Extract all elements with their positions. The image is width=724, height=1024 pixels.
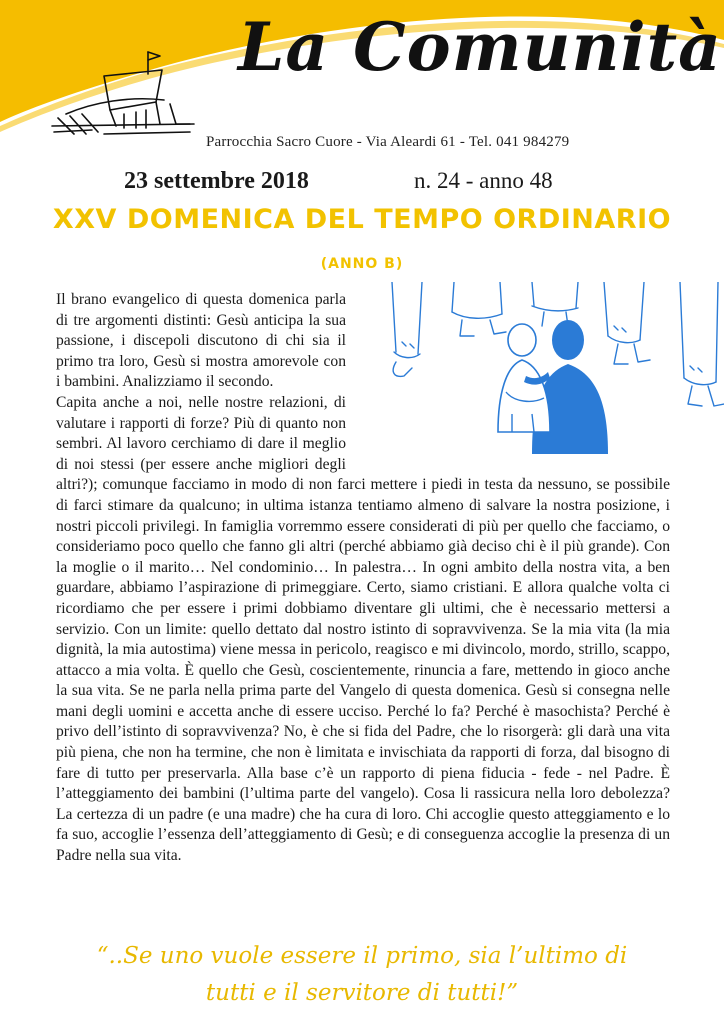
gospel-quote (40, 938, 684, 1012)
issue-date: 23 settembre 2018 (124, 168, 309, 194)
article-paragraph: Capita anche a noi, nelle nostre relazioni, di valutare i rapporti di forze? Più di quanto non sembri. Al lavoro cerchiamo di dare il meglio di noi stessi (per essere anche migliori degli altri?); comunque facciamo in modo di non farci mettere i piedi in testa da nessuno, se possibile di farci stimare da qualcuno; in ultima istanza tentiamo almeno di salvare la nostra posizione, i nostri piccoli privilegi. In famiglia vorremmo essere considerati di più per quello che facciamo, o consideriamo poco quello che fanno gli altri (perché abbiamo già deciso chi è il più grande). Con la moglie o il marito… Nel condominio… In palestra… In ogni ambito della nostra vita, a ben guardare, abbiamo l’aspirazione di primeggiare. Certo, siamo cristiani. E allora qualche volta ci ricordiamo che per essere i primi dobbiamo diventare gli ultimi, che è necessario mettersi a servizio. Con un limite: quello dettato dal nostro istinto di sopravvivenza. Se la mia vita (la mia dignità, la mia autostima) viene messa in pericolo, reagisco e mi divincolo, mordo, strillo, scappo, attacco a mia volta. È quello che Gesù, coscientemente, rinuncia a fare, mettendo in gioco anche la sua vita. Se ne parla nella prima parte del Vangelo di questa domenica. Gesù si consegna nelle mani degli uomini e accetta anche di essere ucciso. Perché lo fa? Perché è masochista? Perché è privo dell’istinto di sopravvivenza? No, è che si fida del Padre, che lo risorgerà: gli darà una vita più piena, che non ha termine, che non è limitata e invischiata da rapporti di forza, dal bisogno di fare di tutto per preservarla. Alla base c’è un rapporto di piena fiducia - fede - nel Padre. È l’atteggiamento dei bambini (l’ultima parte del vangelo). Cosa li rassicura nella loro debolezza? La certezza di un padre (e una madre) che ha cura di loro. Chi accoglie questo atteggiamento e lo fa suo, accoglie l’essenza dell’atteggiamento di Gesù; e di conseguenza accoglie la presenza di un Padre nella sua vita. (56, 393, 670, 865)
article-body (56, 290, 670, 867)
quote-line: “..Se uno vuole essere il primo, sia l’ultimo di (96, 943, 628, 969)
parish-address-line: Parrocchia Sacro Cuore - Via Aleardi 61 - Tel. 041 984279 (206, 134, 570, 150)
article-paragraph: Il brano evangelico di questa domenica parla di tre argomenti distinti: Gesù anticipa la sua passione, i discepoli discutono di chi sia il primo tra loro, Gesù si mostra amorevole con i bambini. Analizziamo il secondo. (56, 291, 346, 391)
liturgy-subtitle: (ANNO B) (320, 256, 404, 272)
issue-number: n. 24 - anno 48 (414, 168, 553, 193)
church-logo (44, 44, 204, 144)
liturgy-title: XXV DOMENICA DEL TEMPO ORDINARIO (52, 204, 672, 235)
quote-line: tutti e il servitore di tutti!” (205, 980, 519, 1006)
masthead-title: La Comunità (238, 8, 722, 86)
